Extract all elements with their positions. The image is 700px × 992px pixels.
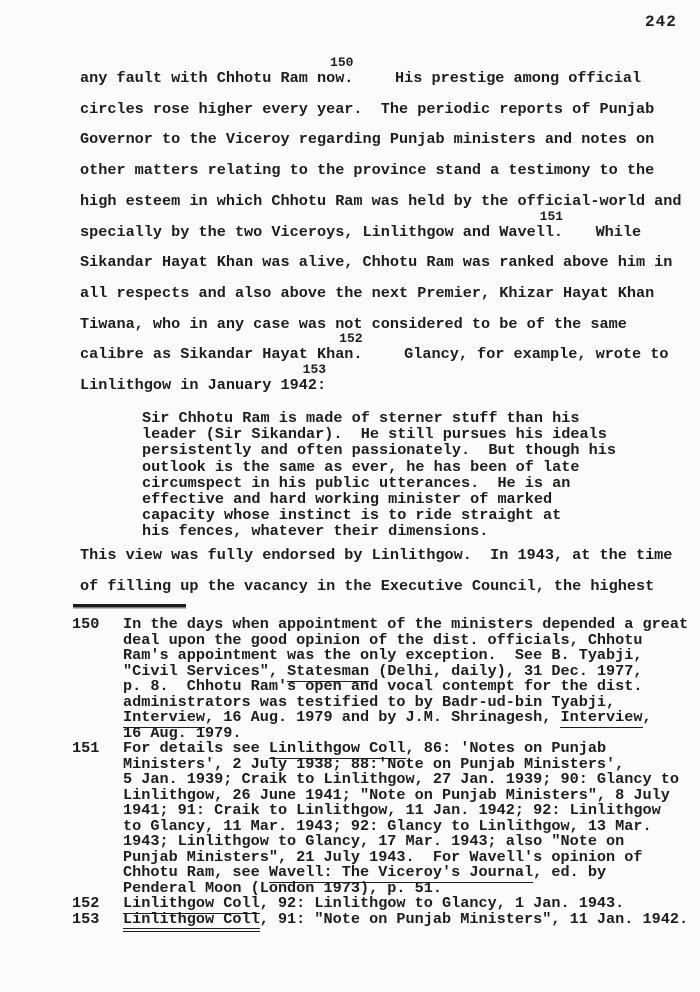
text-line: 16 Aug. 1979. bbox=[123, 723, 242, 742]
footnotes-section bbox=[72, 617, 688, 927]
footnote-number: 150 bbox=[72, 615, 100, 633]
text-line: of filling up the vacancy in the Executive Council, the highest bbox=[80, 576, 655, 595]
text-line: Governor to the Viceroy regarding Punjab ministers and notes on bbox=[80, 130, 655, 149]
text-line: Sikandar Hayat Khan was alive, Chhotu Ram was ranked above him in bbox=[80, 253, 673, 272]
text-line: calibre as Sikandar Hayat Khan.152 Glancy, for example, wrote to bbox=[80, 331, 669, 364]
text-line: specially by the two Viceroys, Linlithgow and Wavell.151 While bbox=[80, 208, 642, 241]
underlined-reference: Interview bbox=[560, 708, 643, 726]
footnote-marker: 153 bbox=[302, 362, 327, 378]
text-line: Linlithgow in January 1942:153 bbox=[80, 362, 327, 395]
underlined-reference: Linlithgow Coll bbox=[268, 739, 406, 757]
text-line: any fault with Chhotu Ram now.150 His prestige among official bbox=[80, 55, 642, 87]
text-line: other matters relating to the province stand a testimony to the bbox=[80, 161, 655, 180]
text-line: capacity whose instinct is to ride straight at bbox=[142, 506, 562, 525]
text-line: Linlithgow Coll, 92: Linlithgow to Glancy, 1 Jan. 1943. bbox=[123, 894, 625, 912]
underlined-reference: Linlithgow Coll bbox=[123, 894, 260, 912]
text-line: high esteem in which Chhotu Ram was held by the official-world and bbox=[80, 191, 682, 210]
text-line: outlook is the same as ever, he has been of late bbox=[142, 457, 580, 476]
text-line: Ministers', 2 July 1938; 88:'Note on Punjab Ministers', bbox=[123, 754, 625, 773]
block-quote bbox=[142, 410, 616, 540]
text-line: "Civil Services", Statesman (Delhi, daily), 31 Dec. 1977, bbox=[123, 661, 643, 680]
footnote-marker: 150 bbox=[330, 55, 354, 70]
text-line: Penderal Moon (London 1973), p. 51. bbox=[123, 878, 442, 897]
footnote-text bbox=[123, 741, 688, 896]
body-paragraph-top bbox=[80, 55, 682, 401]
footnote-number: 152 bbox=[72, 894, 100, 912]
text-line: Linlithgow, 26 June 1941; "Note on Punjab Ministers", 8 July bbox=[123, 785, 670, 804]
text-line: leader (Sir Sikandar). He still pursues his ideals bbox=[142, 425, 607, 444]
underlined-reference: Wavell: The Viceroy's Journal bbox=[268, 863, 534, 881]
text-line: persistently and often passionately. But though his bbox=[142, 441, 616, 460]
footnote-item bbox=[72, 741, 688, 896]
text-line: 1943; Linlithgow to Glancy, 17 Mar. 1943; also "Note on bbox=[123, 832, 625, 850]
text-line: Punjab Ministers", 21 July 1943. For Wavell's opinion of bbox=[123, 847, 643, 866]
text-line: circumspect in his public utterances. He is an bbox=[142, 473, 571, 492]
text-line: circles rose higher every year. The periodic reports of Punjab bbox=[80, 99, 655, 118]
underlined-reference: Statesman bbox=[287, 661, 370, 680]
text-line: Ram's appointment was the only exception. See B. Tyabji, bbox=[123, 646, 643, 664]
footnote-number: 151 bbox=[72, 739, 100, 757]
text-line: 5 Jan. 1939; Craik to Linlithgow, 27 Jan. 1939; 90: Glancy to bbox=[123, 770, 679, 788]
text-line: all respects and also above the next Premier, Khizar Hayat Khan bbox=[80, 283, 655, 302]
text-line: to Glancy, 11 Mar. 1943; 92: Glancy to Linlithgow, 13 Mar. bbox=[123, 816, 652, 835]
text-line: This view was fully endorsed by Linlithgow. In 1943, at the time bbox=[80, 546, 673, 564]
footnote-text bbox=[123, 909, 689, 928]
text-line: In the days when appointment of the ministers depended a great bbox=[123, 615, 689, 633]
text-line: deal upon the good opinion of the dist. officials, Chhotu bbox=[123, 630, 643, 649]
text-line: Interview, 16 Aug. 1979 and by J.M. Shrinagesh, Interview, bbox=[123, 708, 652, 726]
text-line: For details see Linlithgow Coll, 86: 'Notes on Punjab bbox=[123, 739, 607, 757]
text-line: 1941; 91: Craik to Linlithgow, 11 Jan. 1942; 92: Linlithgow bbox=[123, 801, 661, 819]
text-line: effective and hard working minister of marked bbox=[142, 490, 553, 509]
underlined-reference: Interview bbox=[123, 708, 206, 726]
footnote-marker: 152 bbox=[339, 331, 363, 347]
footnote-separator bbox=[73, 604, 186, 607]
body-paragraph-bottom bbox=[80, 540, 672, 601]
text-line: his fences, whatever their dimensions. bbox=[142, 522, 489, 541]
text-line: Sir Chhotu Ram is made of sterner stuff than his bbox=[142, 409, 580, 427]
text-line: p. 8. Chhotu Ram's open and vocal contempt for the dist. bbox=[123, 677, 643, 695]
footnote-marker: 151 bbox=[539, 208, 564, 224]
footnote-item bbox=[72, 617, 688, 741]
footnote-item bbox=[72, 909, 689, 928]
footnote-text bbox=[123, 617, 688, 741]
footnote-number: 153 bbox=[72, 909, 100, 928]
text-line: administrators was testified to by Badr-ud-bin Tyabji, bbox=[123, 692, 616, 711]
page-number: 242 bbox=[645, 13, 677, 31]
underlined-reference: Linlithgow Coll bbox=[123, 910, 260, 932]
text-line: Linlithgow Coll, 91: "Note on Punjab Ministers", 11 Jan. 1942. bbox=[123, 912, 688, 928]
text-line: Chhotu Ram, see Wavell: The Viceroy's Journal, ed. by bbox=[123, 863, 607, 881]
text-line: Tiwana, who in any case was not considered to be of the same bbox=[80, 314, 627, 333]
